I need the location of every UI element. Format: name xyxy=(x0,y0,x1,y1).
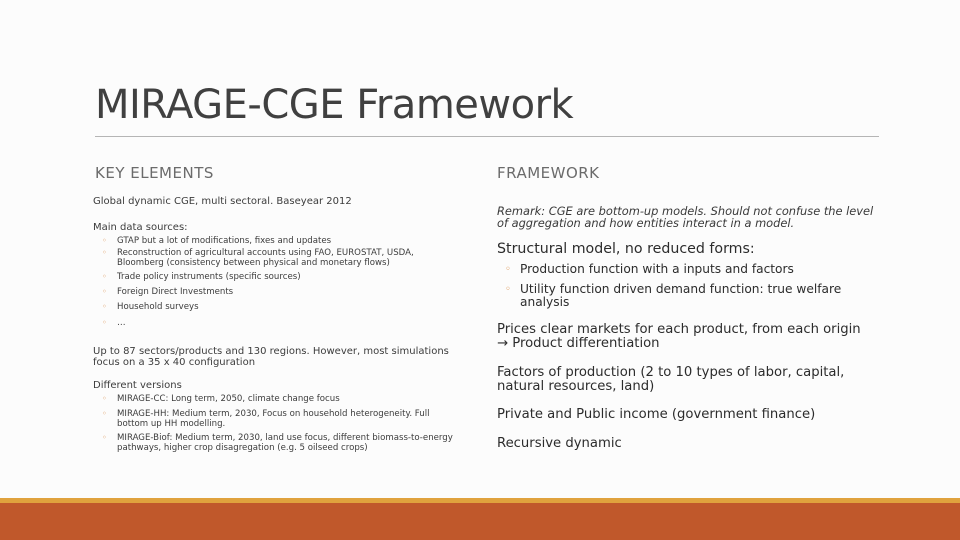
list-item-text: Household surveys xyxy=(117,302,199,312)
bullet-icon: ◦ xyxy=(102,433,107,442)
list-item-text: Foreign Direct Investments xyxy=(117,287,234,297)
factors-text: Factors of production (2 to 10 types of labor, capital, natural resources, land) xyxy=(497,365,845,394)
list-item xyxy=(93,433,463,453)
title-divider xyxy=(95,136,879,137)
versions-label: Different versions xyxy=(93,380,182,391)
bullet-icon: ◦ xyxy=(102,236,107,245)
list-item xyxy=(93,318,453,328)
framework-heading: FRAMEWORK xyxy=(497,164,600,182)
list-item-text: MIRAGE-CC: Long term, 2050, climate change focus xyxy=(117,394,340,404)
key-elements-heading: KEY ELEMENTS xyxy=(95,164,214,182)
list-item xyxy=(93,302,453,312)
remark-text: Remark: CGE are bottom-up models. Should not confuse the level of aggregation and how entities interact in a model. xyxy=(497,204,874,230)
list-item xyxy=(93,272,453,282)
arrow-right-icon: → xyxy=(497,336,509,351)
bullet-icon: ◦ xyxy=(102,409,107,418)
versions-list xyxy=(93,394,463,453)
intro-text: Global dynamic CGE, multi sectoral. Baseyear 2012 xyxy=(93,196,352,207)
list-item xyxy=(93,287,453,297)
slide-title: MIRAGE-CGE Framework xyxy=(95,82,574,128)
structural-list xyxy=(497,263,882,316)
list-item-text: Trade policy instruments (specific sources) xyxy=(117,272,301,282)
bullet-icon: ◦ xyxy=(102,394,107,403)
recursive-text: Recursive dynamic xyxy=(497,436,622,451)
list-item-text: MIRAGE-Biof: Medium term, 2030, land use focus, different biomass-to-energy pathways, higher crop disagregation (e.g. 5 oilseed crops) xyxy=(117,433,453,453)
list-item xyxy=(93,236,453,246)
bullet-icon: ◦ xyxy=(505,284,511,295)
list-item xyxy=(497,283,882,309)
list-item xyxy=(93,394,463,404)
list-item-text: GTAP but a lot of modifications, fixes and updates xyxy=(117,236,332,246)
list-item xyxy=(497,263,882,276)
footer-band xyxy=(0,503,960,540)
bullet-icon: ◦ xyxy=(102,248,107,257)
list-item-text: … xyxy=(117,318,126,328)
bullet-icon: ◦ xyxy=(505,264,511,275)
list-item-text: Utility function driven demand function: true welfare analysis xyxy=(520,282,842,309)
prices-sub-text: Product differentiation xyxy=(512,336,660,351)
sectors-text: Up to 87 sectors/products and 130 regions. However, most simulations focus on a 35 x 40 configuration xyxy=(93,346,449,368)
list-item xyxy=(93,409,463,429)
sources-label: Main data sources: xyxy=(93,222,188,233)
list-item-text: Reconstruction of agricultural accounts using FAO, EUROSTAT, USDA, Bloomberg (consistency between physical and monetary flows) xyxy=(117,248,414,268)
prices-text xyxy=(497,323,882,351)
list-item xyxy=(93,248,453,268)
bullet-icon: ◦ xyxy=(102,302,107,311)
list-item-text: Production function with a inputs and factors xyxy=(520,262,794,276)
bullet-icon: ◦ xyxy=(102,318,107,327)
income-text: Private and Public income (government finance) xyxy=(497,407,816,422)
bullet-icon: ◦ xyxy=(102,272,107,281)
structural-title: Structural model, no reduced forms: xyxy=(497,241,755,257)
list-item-text: MIRAGE-HH: Medium term, 2030, Focus on household heterogeneity. Full bottom up HH modelling. xyxy=(117,409,430,429)
sources-list xyxy=(93,236,453,328)
prices-line: Prices clear markets for each product, from each origin xyxy=(497,322,861,337)
prices-sub-line xyxy=(497,337,882,351)
bullet-icon: ◦ xyxy=(102,287,107,296)
